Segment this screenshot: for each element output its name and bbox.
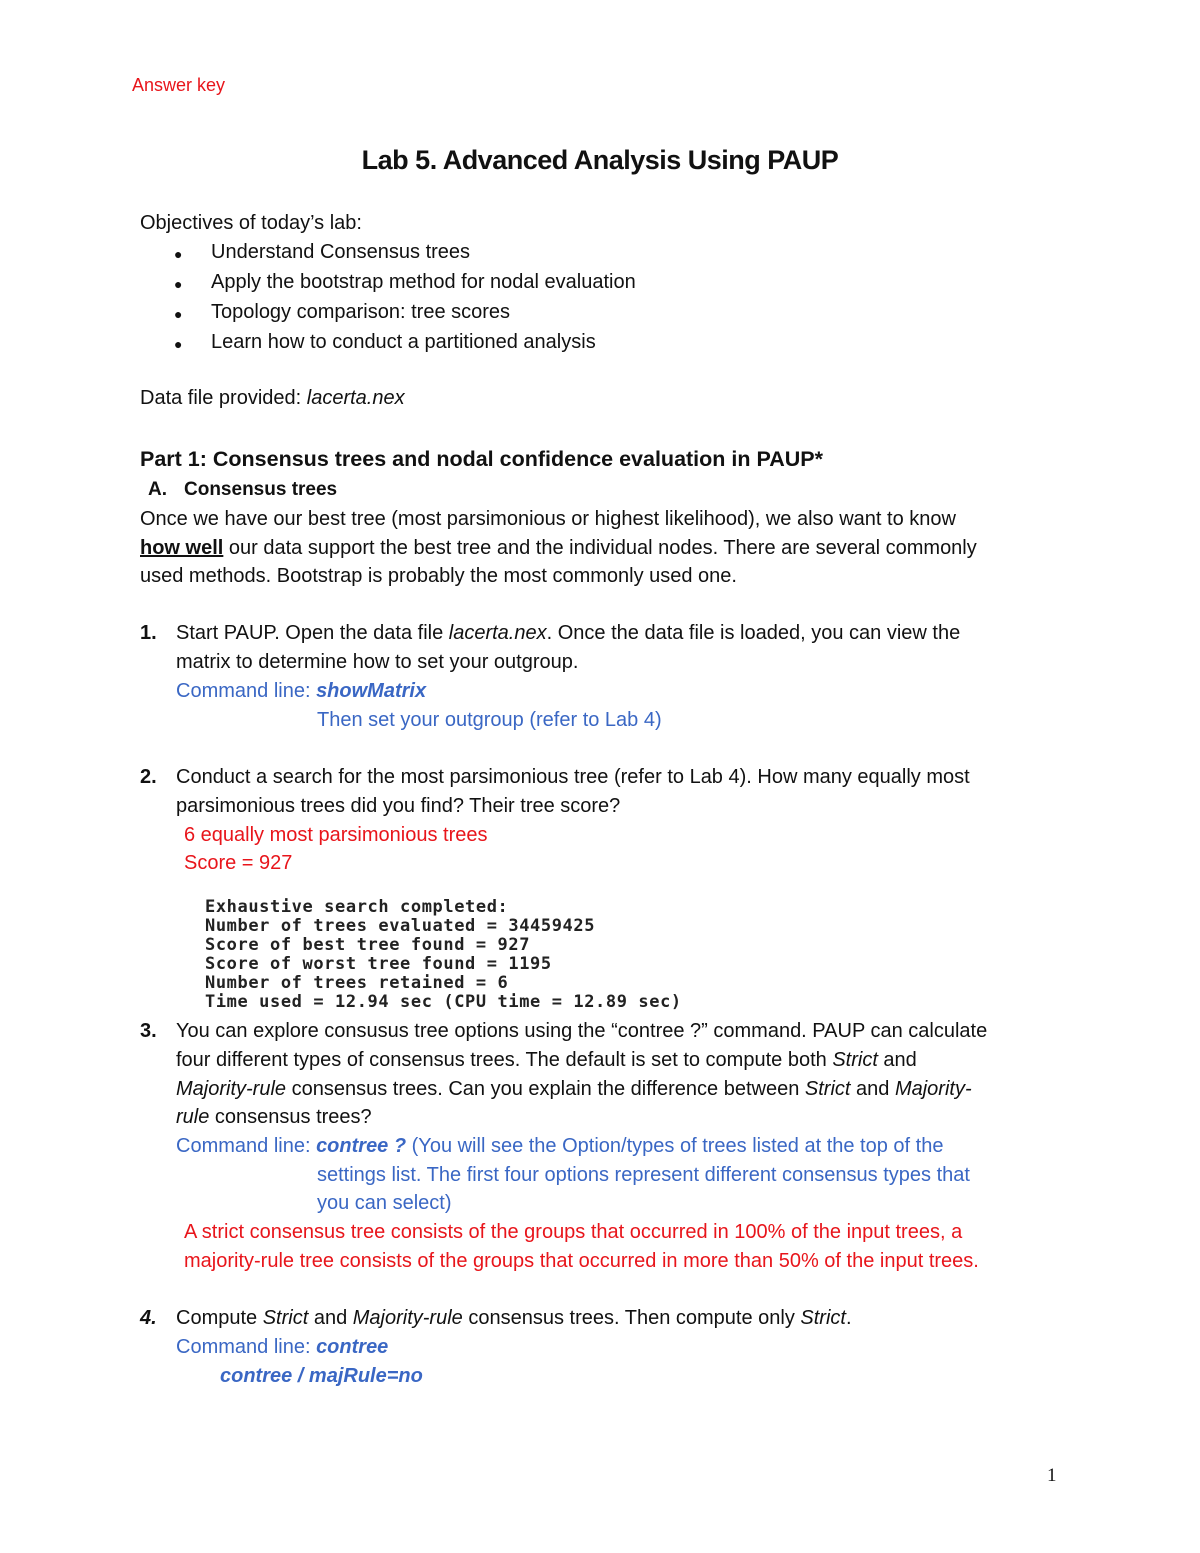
step1-command-note: Then set your outgroup (refer to Lab 4) xyxy=(317,709,662,731)
step4-text: Compute xyxy=(176,1307,263,1329)
part1-heading: Part 1: Consensus trees and nodal confidence evaluation in PAUP* xyxy=(140,447,823,471)
term-strict: Strict xyxy=(832,1049,878,1071)
how-well-emphasis: how well xyxy=(140,537,224,559)
command-contree-majrule-no: contree / majRule=no xyxy=(220,1365,423,1387)
data-file-name: lacerta.nex xyxy=(306,387,405,409)
step4-text: consensus trees. Then compute only xyxy=(462,1307,801,1329)
section-a-title: Consensus trees xyxy=(184,479,338,500)
term-majority: Majority- xyxy=(894,1078,972,1100)
intro-line-3: used methods. Bootstrap is probably the most commonly used one. xyxy=(140,565,737,587)
intro-line-1: Once we have our best tree (most parsimonious or highest likelihood), we also want to know xyxy=(140,508,956,530)
term-majority-rule: Majority-rule xyxy=(176,1078,287,1100)
page-number: 1 xyxy=(1047,1465,1057,1486)
step3-text: four different types of consensus trees. The default is set to compute both xyxy=(176,1049,833,1071)
term-rule: rule xyxy=(176,1106,210,1128)
step1-line-1 xyxy=(176,622,960,645)
step3-line-4 xyxy=(176,1106,372,1129)
step1-line-2: matrix to determine how to set your outgroup. xyxy=(176,651,579,673)
output-line: Number of trees retained = 6 xyxy=(205,973,509,993)
step3-line-1: You can explore consusus tree options using the “contree ?” command. PAUP can calculate xyxy=(176,1020,988,1042)
term-majority-rule: Majority-rule xyxy=(352,1307,463,1329)
step3-text: and xyxy=(850,1078,895,1100)
step3-command-note-2: settings list. The first four options represent different consensus types that xyxy=(317,1164,970,1186)
command-contree-help: contree ? xyxy=(316,1135,407,1157)
step1-text-b: . Once the data file is loaded, you can view the xyxy=(546,622,961,644)
step4-line-1 xyxy=(176,1307,852,1330)
objective-item: Apply the bootstrap method for nodal evaluation xyxy=(211,271,636,293)
bullet-icon: ● xyxy=(174,306,183,322)
command-label: Command line: xyxy=(176,1135,317,1157)
bullet-icon: ● xyxy=(174,276,183,292)
objectives-heading: Objectives of today’s lab: xyxy=(140,212,362,234)
step4-number: 4. xyxy=(140,1307,157,1329)
command-note: (You will see the Option/types of trees listed at the top of the xyxy=(406,1135,944,1157)
section-a-letter: A. xyxy=(148,479,167,500)
answer-key-label: Answer key xyxy=(132,75,226,95)
step4-command-line xyxy=(176,1336,388,1359)
step2-answer-1: 6 equally most parsimonious trees xyxy=(184,824,488,846)
step4-text: and xyxy=(308,1307,353,1329)
objective-item: Topology comparison: tree scores xyxy=(211,301,511,323)
step1-command-line xyxy=(176,680,426,703)
term-strict: Strict xyxy=(262,1307,309,1329)
step3-command-note-3: you can select) xyxy=(317,1192,452,1214)
output-line: Score of worst tree found = 1195 xyxy=(205,954,552,974)
page-title: Lab 5. Advanced Analysis Using PAUP xyxy=(361,145,839,175)
bullet-icon: ● xyxy=(174,336,183,352)
data-file-line xyxy=(140,387,405,410)
step1-number: 1. xyxy=(140,622,157,644)
step3-text: and xyxy=(877,1049,917,1071)
step3-command-line xyxy=(176,1135,943,1158)
command-label: Command line: xyxy=(176,1336,317,1358)
intro-line-2-rest: our data support the best tree and the individual nodes. There are several commonly xyxy=(223,537,977,559)
step2-line-1: Conduct a search for the most parsimonious tree (refer to Lab 4). How many equally most xyxy=(176,766,970,788)
step3-line-2 xyxy=(176,1049,917,1072)
step2-answer-2: Score = 927 xyxy=(184,852,293,874)
output-line: Number of trees evaluated = 34459425 xyxy=(205,916,596,936)
step4-text: . xyxy=(845,1307,852,1329)
bullet-icon: ● xyxy=(174,246,183,262)
term-strict: Strict xyxy=(804,1078,851,1100)
objective-item: Understand Consensus trees xyxy=(211,241,471,263)
step3-number: 3. xyxy=(140,1020,157,1042)
step2-line-2: parsimonious trees did you find? Their tree score? xyxy=(176,795,621,817)
step3-line-3 xyxy=(176,1078,972,1101)
term-strict: Strict xyxy=(800,1307,846,1329)
command-showmatrix: showMatrix xyxy=(316,680,427,702)
step1-text-a: Start PAUP. Open the data file xyxy=(176,622,449,644)
step3-text: consensus trees. Can you explain the difference between xyxy=(286,1078,805,1100)
objective-item: Learn how to conduct a partitioned analysis xyxy=(211,331,596,353)
output-line: Time used = 12.94 sec (CPU time = 12.89 sec) xyxy=(205,992,682,1012)
step2-number: 2. xyxy=(140,766,157,788)
output-line: Exhaustive search completed: xyxy=(205,897,509,917)
output-line: Score of best tree found = 927 xyxy=(205,935,531,955)
command-contree: contree xyxy=(316,1336,389,1358)
step1-file-name: lacerta.nex xyxy=(448,622,547,644)
step3-answer-2: majority-rule tree consists of the groups that occurred in more than 50% of the input trees. xyxy=(184,1250,979,1272)
step3-text: consensus trees? xyxy=(209,1106,372,1128)
step3-answer-1: A strict consensus tree consists of the groups that occurred in 100% of the input trees, a xyxy=(184,1221,963,1243)
intro-line-2 xyxy=(140,537,977,560)
data-file-label: Data file provided: xyxy=(140,387,307,409)
command-label: Command line: xyxy=(176,680,317,702)
